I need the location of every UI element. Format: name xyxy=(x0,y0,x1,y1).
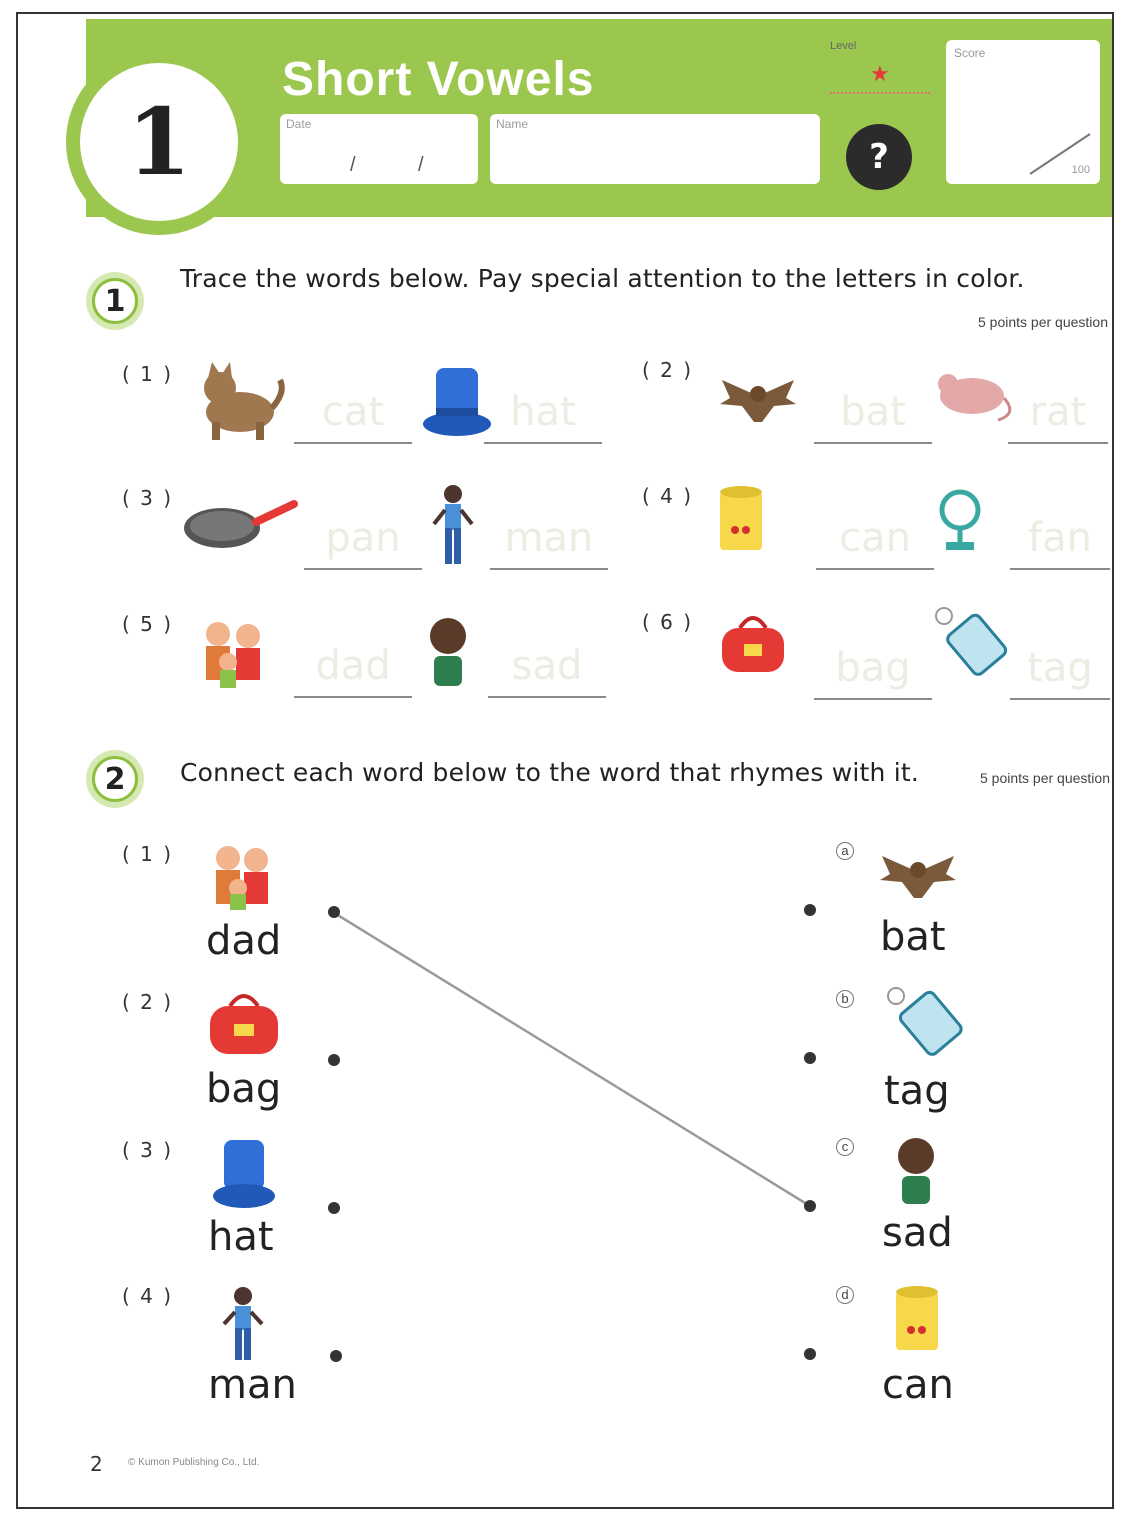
bag-icon xyxy=(206,986,282,1066)
question-label: ( 1 ) xyxy=(122,362,174,386)
option-letter: b xyxy=(836,990,854,1008)
match-word: hat xyxy=(208,1214,274,1260)
date-label: Date xyxy=(286,117,312,131)
trace-word[interactable]: pan xyxy=(304,508,422,570)
level-label: Level xyxy=(830,40,857,52)
match-dot[interactable] xyxy=(804,904,816,916)
level-divider xyxy=(830,92,930,94)
match-dot[interactable] xyxy=(328,1054,340,1066)
section-2-number: 2 xyxy=(92,756,138,802)
tag-icon xyxy=(878,984,968,1068)
trace-word[interactable]: man xyxy=(490,508,608,570)
match-word: bag xyxy=(206,1066,282,1112)
match-word: dad xyxy=(206,918,282,964)
match-word: man xyxy=(208,1362,297,1408)
lesson-number: 1 xyxy=(80,63,238,221)
page-title: Short Vowels xyxy=(282,53,595,106)
name-label: Name xyxy=(496,117,529,131)
score-label: Score xyxy=(954,46,986,60)
dad-icon xyxy=(204,834,280,918)
question-label: ( 2 ) xyxy=(122,990,174,1014)
option-letter: a xyxy=(836,842,854,860)
dad-icon xyxy=(194,610,274,694)
bag-icon xyxy=(718,608,788,684)
trace-word[interactable]: bat xyxy=(814,382,932,444)
section-1-number: 1 xyxy=(92,278,138,324)
match-dot[interactable] xyxy=(804,1052,816,1064)
trace-word[interactable]: can xyxy=(816,508,934,570)
section-1-instruction: Trace the words below. Pay special attention to the letters in color. xyxy=(180,264,1025,293)
man-icon xyxy=(428,484,478,578)
trace-word[interactable]: dad xyxy=(294,636,412,698)
match-dot[interactable] xyxy=(804,1200,816,1212)
trace-word[interactable]: tag xyxy=(1010,638,1110,700)
match-word: can xyxy=(882,1362,954,1408)
pan-icon xyxy=(182,496,302,560)
can-icon xyxy=(892,1284,942,1358)
section-2-badge xyxy=(86,750,144,808)
section-1-points: 5 points per question xyxy=(978,314,1108,330)
date-separator: / xyxy=(418,154,424,176)
face-icon: ? xyxy=(846,124,912,190)
trace-word[interactable]: sad xyxy=(488,636,606,698)
question-label: ( 3 ) xyxy=(122,1138,174,1162)
match-dot[interactable] xyxy=(804,1348,816,1360)
match-dot[interactable] xyxy=(328,906,340,918)
cat-icon xyxy=(194,362,286,446)
date-field[interactable] xyxy=(280,114,478,184)
option-letter: d xyxy=(836,1286,854,1304)
fan-icon xyxy=(934,484,994,558)
question-label: ( 6 ) xyxy=(642,610,694,634)
worksheet-page xyxy=(16,12,1114,1509)
trace-word[interactable]: hat xyxy=(484,382,602,444)
sad-icon xyxy=(894,1134,938,1210)
match-word: bat xyxy=(880,914,946,960)
question-label: ( 5 ) xyxy=(122,612,174,636)
question-label: ( 4 ) xyxy=(122,1284,174,1308)
question-label: ( 4 ) xyxy=(642,484,694,508)
rat-icon xyxy=(928,362,1018,436)
section-1-badge xyxy=(86,272,144,330)
question-label: ( 2 ) xyxy=(642,358,694,382)
score-box[interactable] xyxy=(946,40,1100,184)
hat-icon xyxy=(212,1136,276,1216)
question-label: ( 1 ) xyxy=(122,842,174,866)
trace-word[interactable]: rat xyxy=(1008,382,1108,444)
trace-word[interactable]: bag xyxy=(814,638,932,700)
can-icon xyxy=(716,484,766,558)
bat-icon xyxy=(878,838,958,916)
option-letter: c xyxy=(836,1138,854,1156)
match-dot[interactable] xyxy=(330,1350,342,1362)
match-word: tag xyxy=(884,1068,950,1114)
match-word: sad xyxy=(882,1210,953,1256)
score-slash-icon xyxy=(946,40,1100,184)
trace-word[interactable]: fan xyxy=(1010,508,1110,570)
trace-word[interactable]: cat xyxy=(294,382,412,444)
section-2-instruction: Connect each word below to the word that rhymes with it. xyxy=(180,758,920,787)
hat-icon xyxy=(422,362,492,446)
star-icon: ★ xyxy=(870,62,890,87)
date-separator: / xyxy=(350,154,356,176)
bat-icon xyxy=(718,360,798,444)
score-max: 100 xyxy=(1071,164,1090,176)
question-label: ( 3 ) xyxy=(122,486,174,510)
tag-icon xyxy=(926,604,1006,678)
name-field[interactable] xyxy=(490,114,820,184)
man-icon xyxy=(218,1286,268,1370)
sad-icon xyxy=(426,614,470,692)
match-dot[interactable] xyxy=(328,1202,340,1214)
section-2-points: 5 points per question xyxy=(980,770,1110,786)
copyright: © Kumon Publishing Co., Ltd. xyxy=(128,1457,260,1468)
page-number: 2 xyxy=(90,1452,103,1476)
